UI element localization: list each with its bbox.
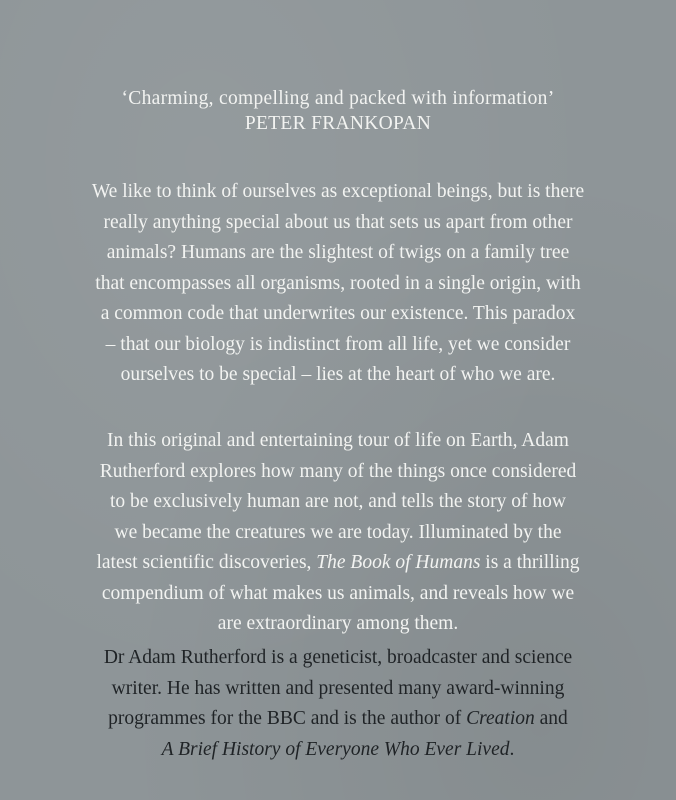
bio-line: writer. He has written and presented many award-winning xyxy=(111,677,565,699)
blurb-line: We like to think of ourselves as exceptional beings, but is there xyxy=(91,181,585,202)
blurb-line: we became the creatures we are today. Illuminated by the xyxy=(114,521,562,543)
author-bio xyxy=(0,643,676,765)
blurb-text: is a thrilling xyxy=(480,552,580,573)
review-quote xyxy=(0,86,676,136)
blurb-line: animals? Humans are the slightest of twigs on a family tree xyxy=(106,242,570,263)
bio-text: programmes for the BBC and is the author of xyxy=(108,708,467,729)
blurb-text: latest scientific discoveries, xyxy=(96,552,317,573)
bio-text: . xyxy=(509,738,515,760)
book-title: Creation xyxy=(466,708,535,729)
blurb-line: compendium of what makes us animals, and reveals how we xyxy=(101,582,575,604)
blurb-paragraph-2 xyxy=(0,426,676,640)
bio-text: and xyxy=(534,708,568,729)
book-title: The Book of Humans xyxy=(316,552,481,573)
blurb-line: really anything special about us that sets us apart from other xyxy=(103,211,573,233)
bio-line: Dr Adam Rutherford is a geneticist, broadcaster and science xyxy=(103,647,573,668)
bio-line xyxy=(0,735,676,766)
blurb-line: – that our biology is indistinct from all life, yet we consider xyxy=(105,333,571,355)
blurb-line: to be exclusively human are not, and tells the story of how xyxy=(110,491,566,512)
blurb-line xyxy=(0,548,676,579)
blurb-line: ourselves to be special – lies at the heart of who we are. xyxy=(120,364,556,385)
blurb-line: that encompasses all organisms, rooted in a single origin, with xyxy=(95,272,581,294)
bio-line xyxy=(0,704,676,735)
quote-attribution: PETER FRANKOPAN xyxy=(244,113,432,134)
blurb-line: In this original and entertaining tour of life on Earth, Adam xyxy=(107,430,569,451)
blurb-line: a common code that underwrites our existence. This paradox xyxy=(100,303,576,324)
blurb-paragraph-1 xyxy=(0,177,676,391)
blurb-line: Rutherford explores how many of the things once considered xyxy=(99,460,577,482)
quote-text: ‘Charming, compelling and packed with information’ xyxy=(121,88,555,109)
book-title: A Brief History of Everyone Who Ever Lived xyxy=(161,738,510,760)
blurb-line: are extraordinary among them. xyxy=(217,613,459,634)
